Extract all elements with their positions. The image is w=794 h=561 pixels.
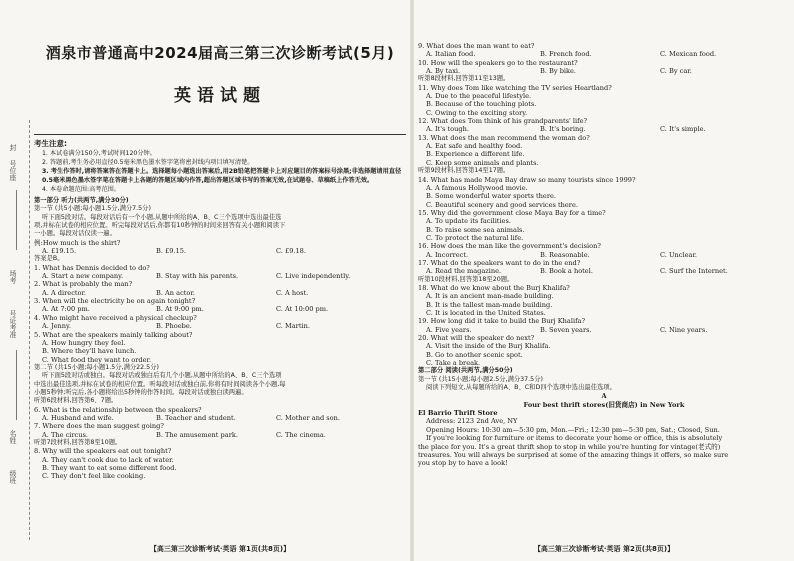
text-line: 听第6段材料,回答第6、7题。 [34,397,118,405]
text-line: B. Experience a different life. [426,150,525,159]
text-line: 一小题。每段对话仅读一遍。 [34,230,116,238]
text-line: A. How hungry they feel. [42,338,126,347]
text-line: 听第8段材料,回答第11至13题。 [418,75,510,83]
text-line: 中选出最佳选项,并标在试卷的相应位置。听每段对话或独白前,你将有时间阅读各个小题,每 [34,380,286,388]
answer-options [418,326,790,334]
text-line: 3. When will the electricity be on again tonight? [34,297,196,306]
notice-item: 4. 本卷命题范围:高考范围。 [42,186,121,193]
text-line: 答案是B。 [34,255,64,263]
answer-option: C. The cinema. [276,430,326,439]
text-line: B. To raise some sea animals. [426,225,525,234]
text-line: 17. What do the speakers want to do in the end? [418,258,581,267]
page-2 [418,8,790,556]
binding-label: 封 [9,144,17,151]
answer-option: C. Nine years. [660,325,708,334]
answer-option: A. £19.15. [42,247,77,256]
answer-option: B. Reasonable. [540,250,590,259]
text-line: C. To protect the natural life. [426,233,524,242]
text-line: 14. What has made Maya Bay draw so many tourists since 1999? [418,175,636,184]
answer-options [34,272,406,280]
text-line: C. Take a break. [426,359,481,368]
page-2-footer: 【高三第三次诊断考试·英语 第2页(共8页)】 [533,545,675,553]
binding-margin [4,120,30,540]
text-line: 阅读下列短文,从每题所给的A、B、C和D四个选项中选出最佳选项。 [426,384,616,392]
answer-option: B. Book a hotel. [540,267,593,276]
text-line: Address: 2123 2nd Ave, NY [426,417,518,426]
binding-label: 号位座 [9,160,17,181]
answer-option: A. By taxi. [426,67,461,76]
answer-option: C. Surf the Internet. [660,267,728,276]
answer-option: A. Five years. [426,325,472,334]
text-line: B. They want to eat some different food. [42,464,177,472]
text-line: 4. Who might have received a physical checkup? [34,313,197,322]
text-line: Opening Hours: 10:30 am—5:30 pm, Mon.—Fri.; 12:30 pm—5:30 pm, Sat.; Closed, Sun. [426,425,720,434]
text-line: C. They don't feel like cooking. [42,472,146,481]
binding-label: 号证考准 [9,310,17,338]
text-line: 11. Why does Tom like watching the TV series Heartland? [418,83,612,92]
answer-option: C. A host. [276,288,309,297]
text-line: B. Go to another scenic spot. [426,350,523,359]
text-line: 例:How much is the shirt? [34,238,121,247]
text-line: 1. What has Dennis decided to do? [34,263,150,272]
text-line: you stop by to have a look! [418,459,508,468]
subject-title: 英语试题 [174,86,266,106]
answer-option: A. It's tough. [426,125,469,134]
answer-option: B. By bike. [540,67,577,76]
text-line: B. Because of the touching plots. [426,100,537,109]
answer-option: A. The circus. [42,430,88,439]
answer-option: B. French food. [540,50,592,59]
text-line: 10. How will the speakers go to the restaurant? [418,58,578,67]
binding-label: 名姓 [9,430,17,444]
binding-line [16,190,17,250]
answer-option: B. An actor. [156,288,195,297]
text-line: C. Beautiful scenery and good services there. [426,200,578,209]
answer-options [418,267,790,275]
text-line: 8. Why will the speakers eat out tonight? [34,447,172,456]
notice-heading: 考生注意: [34,139,67,148]
answer-option: C. Unclear. [660,250,697,259]
answer-option: C. Martin. [276,322,310,331]
page-fold [410,0,414,561]
answer-option: A. At 7:00 pm. [42,305,90,314]
text-line: 听第9段材料,回答第14至17题。 [418,167,510,175]
answer-option: C. Mother and son. [276,413,340,422]
answer-option: B. At 9:00 pm. [156,305,204,314]
text-line: 项,并标在试卷的相应位置。听完每段对话后,你都有10秒钟的时间来回答有关小题和阅读下 [34,222,286,230]
answer-options [34,289,406,297]
binding-label: 级班 [9,470,17,484]
text-line: Four best thrift stores(旧货商店) in New York [523,400,685,409]
text-line: 7. Where does the man suggest going? [34,422,164,431]
text-line: 20. What will the speaker do next? [418,334,535,343]
text-line: A. Due to the peaceful lifestyle. [426,92,532,101]
text-line: 小题5秒钟;听完后,各小题将给出5秒钟的作答时间。每段对话或独白读两遍。 [34,388,248,396]
text-line: 第一节 (共15小题;每小题2.5分,满分37.5分) [418,375,543,383]
text-line: 第一节 (共5小题;每小题1.5分,满分7.5分) [34,205,151,213]
answer-option: C. Live independently. [276,272,351,281]
binding-line [16,350,17,420]
answer-options [34,414,406,422]
answer-option: C. At 10:00 pm. [276,305,329,314]
text-line: 16. How does the man like the government's decision? [418,242,601,251]
text-line: 9. What does the man want to eat? [418,42,535,50]
answer-option: B. The amusement park. [156,430,238,439]
text-line: A. Visit the inside of the Burj Khalifa. [426,342,551,351]
page-2-questions [418,42,790,468]
text-line: 听第10段材料,回答第18至20题。 [418,275,514,283]
answer-option: A. Husband and wife. [42,413,114,422]
text-line: A. To update its facilities. [426,217,511,226]
text-line: A. A famous Hollywood movie. [426,183,528,192]
notice-item: 2. 答题前,考生务必用直径0.5毫米黑色墨水签字笔将密封线内项目填写清楚。 [42,159,254,166]
answer-option: A. Read the magazine. [426,267,502,276]
answer-option: B. It's boring. [540,125,586,134]
answer-options [34,305,406,313]
text-line: the place for you. It's a great thrift shop to stop in while you're hunting for vintage(老式的) [418,442,721,451]
text-line: 13. What does the man recommend the woman do? [418,133,590,142]
text-line: 听下面5段对话。每段对话后有一个小题,从题中所给的A、B、C三个选项中选出最佳选 [42,213,282,221]
answer-option: C. £9.18. [276,247,306,256]
text-line: A. Eat safe and healthy food. [426,142,523,151]
text-line: B. It is the tallest man-made building. [426,300,553,309]
answer-option: B. Phoebe. [156,322,192,331]
text-line: 第一部分 听力(共两节,满分30分) [34,197,129,204]
page-1 [34,8,406,556]
binding-label: 场考 [9,270,17,284]
answer-options [418,251,790,259]
answer-option: A. Jenny. [42,322,71,331]
exam-title: 酒泉市普通高中2024届高三第三次诊断考试(5月) [45,44,395,62]
page-1-footer: 【高三第三次诊断考试·英语 第1页(共8页)】 [149,545,291,553]
text-line: If you're looking for furniture or items to decorate your home or office, this is absolutely [426,434,723,443]
text-line: A. It is an ancient man-made building. [426,292,554,301]
text-line: 6. What is the relationship between the speakers? [34,405,202,414]
text-line: 第二部分 阅读(共两节,满分50分) [418,367,513,375]
answer-option: A. Start a new company. [42,272,124,281]
text-line: A [601,392,607,401]
answer-option: A. Incorrect. [426,250,469,259]
text-line: B. Where they'll have lunch. [42,347,137,356]
text-line: 听下面5段对话或独白。每段对话或独白后有几个小题,从题中所给的A、B、C三个选项 [42,372,282,380]
answer-options [34,247,406,255]
text-line: B. Some wonderful water sports there. [426,192,556,201]
answer-option: B. £9.15. [156,247,187,256]
text-line: 2. What is probably the man? [34,280,133,289]
text-line: 听第7段材料,回答第8至10题。 [34,438,122,446]
text-line: 19. How long did it take to build the Burj Khalifa? [418,317,585,326]
answer-option: B. Teacher and student. [156,413,236,422]
text-line: 12. What does Tom think of his grandparents' life? [418,117,588,126]
answer-option: C. Mexican food. [660,50,717,59]
text-line: 5. What are the speakers mainly talking about? [34,330,193,339]
notice-item: 1. 本试卷满分150分,考试时间120分钟。 [42,150,156,157]
answer-option: C. It's simple. [660,125,706,134]
answer-options [34,431,406,439]
answer-option: B. Seven years. [540,325,592,334]
text-line: 18. What do we know about the Burj Khalifa? [418,283,570,292]
answer-option: B. Stay with his parents. [156,272,239,281]
answer-options [34,322,406,330]
answer-option: A. Italian food. [426,50,476,59]
text-line: A. They can't cook due to lack of water. [42,455,174,464]
text-line: El Barrio Thrift Store [418,409,498,418]
text-line: C. Keep some animals and plants. [426,158,539,167]
text-line: C. It is located in the United States. [426,309,546,317]
exam-notice [34,134,406,194]
answer-option: C. By car. [660,67,692,76]
text-line: C. What food they want to order. [42,355,152,364]
text-line: 15. Why did the government close Maya Bay for a time? [418,208,606,217]
answer-options [418,125,790,133]
text-line: treasures. You will always be surprised at some of the amazing things it offers, so make sure [418,450,729,459]
page-1-questions [34,197,406,481]
text-line: 第二节 (共15小题;每小题1.5分,满分22.5分) [34,363,159,371]
notice-item: 3. 考生作答时,请将答案答在答题卡上。选择题每小题选出答案后,用2B铅笔把答题卡上对应题目的答案标号涂黑;非选择题请用直径0.5毫米黑色墨水签字笔在答题卡上各题的答题区域内作答,超出答题区域书写的答案无效,在试题卷、草稿纸上作答无效。 [42,168,402,184]
text-line: C. Owing to the exciting story. [426,108,528,117]
answer-option: A. A director. [42,288,87,297]
answer-options [418,50,790,58]
